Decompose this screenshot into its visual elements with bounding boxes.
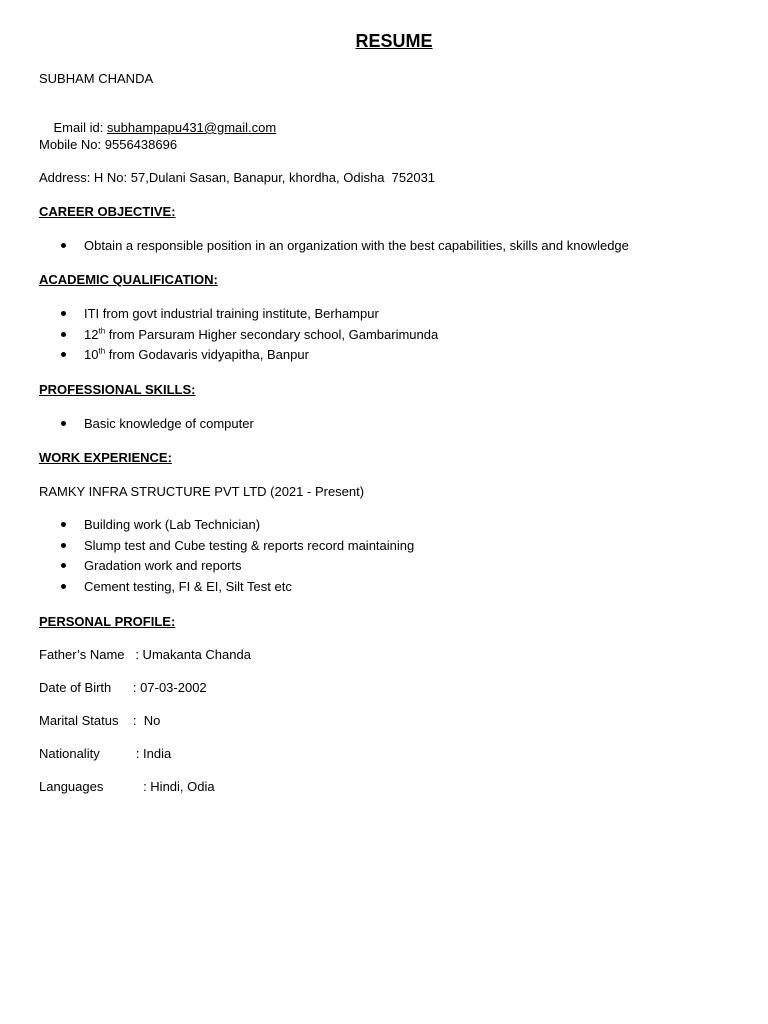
career-objective-heading: CAREER OBJECTIVE: xyxy=(39,204,176,219)
grade-number: 12 xyxy=(84,326,99,342)
email-link[interactable]: subhampapu431@gmail.com xyxy=(106,120,277,135)
list-item: Gradation work and reports xyxy=(39,558,414,579)
school-text: from Godavaris vidyapitha, Banpur xyxy=(105,347,309,363)
professional-skills-heading: PROFESSIONAL SKILLS: xyxy=(39,382,196,397)
candidate-name: SUBHAM CHANDA xyxy=(39,71,154,86)
list-item xyxy=(39,327,438,348)
list-item: Basic knowledge of computer xyxy=(39,416,254,437)
list-item: Slump test and Cube testing & reports record maintaining xyxy=(39,538,414,559)
academic-list xyxy=(39,306,438,368)
resume-title: RESUME xyxy=(355,31,433,51)
dob-line: Date of Birth : 07-03-2002 xyxy=(39,680,207,695)
professional-skills-list xyxy=(39,416,254,437)
list-item: Cement testing, FI & EI, Silt Test etc xyxy=(39,579,414,600)
ordinal-suffix: th xyxy=(98,347,106,357)
personal-profile-heading: PERSONAL PROFILE: xyxy=(39,614,176,629)
company-line: RAMKY INFRA STRUCTURE PVT LTD (2021 - Present) xyxy=(39,484,365,499)
school-text: from Parsuram Higher secondary school, Gambarimunda xyxy=(105,326,439,342)
ordinal-suffix: th xyxy=(98,326,106,336)
nationality-line: Nationality : India xyxy=(39,746,172,761)
email-label: Email id: xyxy=(53,120,107,135)
list-item: ITI from govt industrial training institute, Berhampur xyxy=(39,306,438,327)
career-objective-list xyxy=(39,238,629,259)
academic-heading: ACADEMIC QUALIFICATION: xyxy=(39,272,218,287)
work-experience-heading: WORK EXPERIENCE: xyxy=(39,450,172,465)
list-item xyxy=(39,347,438,368)
mobile-line: Mobile No: 9556438696 xyxy=(39,137,178,152)
grade-number: 10 xyxy=(84,347,99,363)
marital-status-line: Marital Status : No xyxy=(39,713,161,728)
languages-line: Languages : Hindi, Odia xyxy=(39,779,215,794)
list-item: Obtain a responsible position in an organization with the best capabilities, skills and knowledge xyxy=(39,238,629,259)
fathers-name-line: Father’s Name : Umakanta Chanda xyxy=(39,647,251,662)
address-line: Address: H No: 57,Dulani Sasan, Banapur, khordha, Odisha 752031 xyxy=(39,170,436,185)
list-item: Building work (Lab Technician) xyxy=(39,517,414,538)
work-experience-list xyxy=(39,517,414,600)
